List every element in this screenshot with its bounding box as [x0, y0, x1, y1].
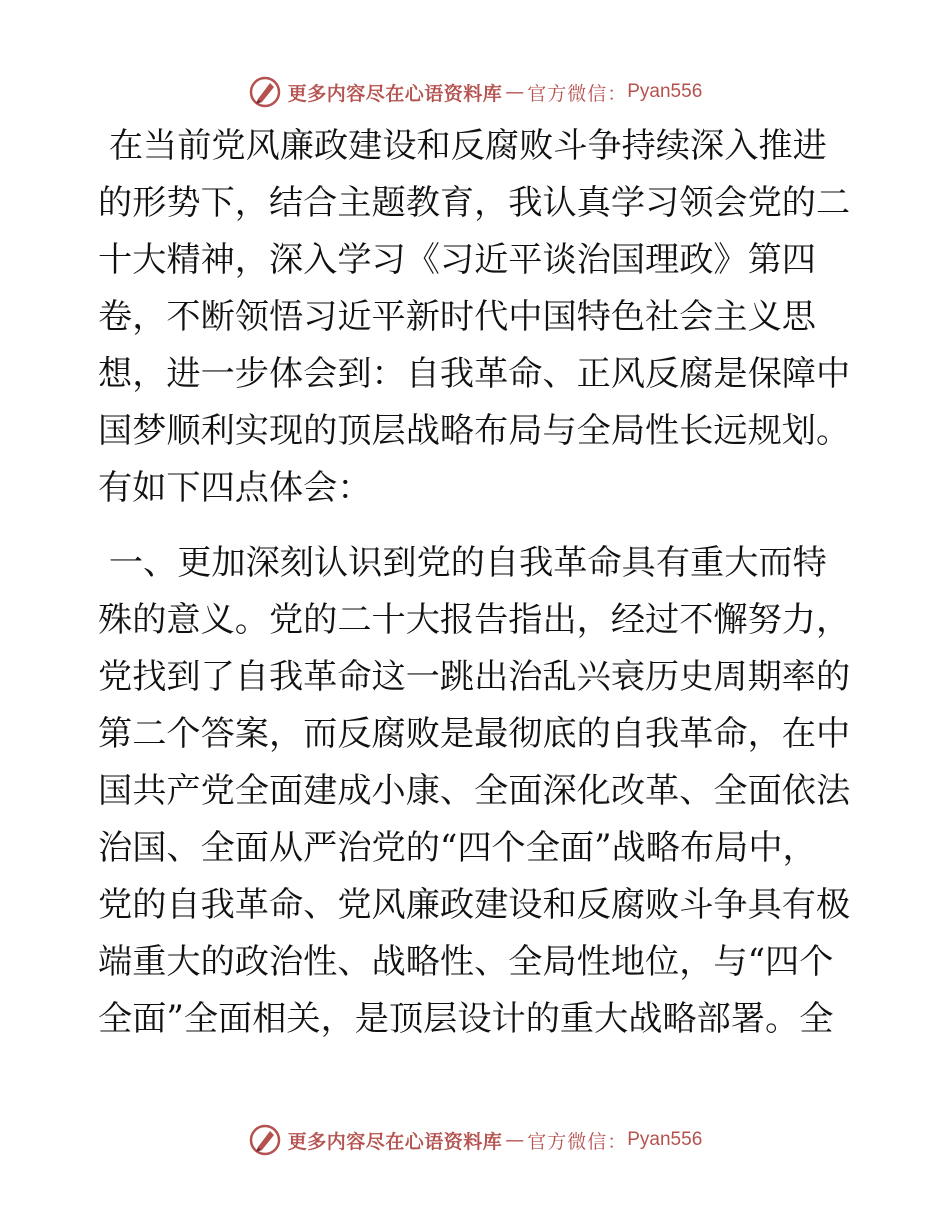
document-body: [98, 118, 858, 1048]
text-line: 第二个答案，而反腐败是最彻底的自我革命，在中: [98, 714, 851, 754]
text-line: 有如下四点体会：: [98, 468, 372, 508]
text-line: 殊的意义。党的二十大报告指出，经过不懈努力，: [98, 600, 851, 640]
paragraph-intro: [98, 118, 858, 517]
watermark-code: Pyan556: [627, 1129, 703, 1150]
pen-nib-logo-icon: [248, 1123, 282, 1157]
watermark-code: Pyan556: [627, 81, 703, 102]
footer-watermark: [0, 1120, 950, 1160]
text-line: 卷，不断领悟习近平新时代中国特色社会主义思: [98, 297, 816, 337]
header-watermark: [0, 72, 950, 112]
text-line: 国梦顺利实现的顶层战略布局与全局性长远规划。: [98, 411, 851, 451]
text-line: 治国、全面从严治党的“四个全面”战略布局中，: [98, 828, 817, 868]
text-line: 在当前党风廉政建设和反腐败斗争持续深入推进: [98, 126, 827, 166]
text-line: 党找到了自我革命这一跳出治乱兴衰历史周期率的: [98, 657, 851, 697]
text-line: 全面”全面相关，是顶层设计的重大战略部署。全: [98, 999, 834, 1039]
text-line: 的形势下，结合主题教育，我认真学习领会党的二: [98, 183, 851, 223]
watermark-label: 官方微信：: [527, 82, 628, 105]
text-line: 国共产党全面建成小康、全面深化改革、全面依法: [98, 771, 851, 811]
watermark-label: 官方微信：: [527, 1130, 628, 1153]
text-line: 党的自我革命、党风廉政建设和反腐败斗争具有极: [98, 885, 851, 925]
watermark-site: 更多内容尽在心语资料库: [287, 82, 503, 105]
text-line: 一、更加深刻认识到党的自我革命具有重大而特: [98, 543, 827, 583]
pen-nib-logo-icon: [248, 75, 282, 109]
text-line: 十大精神，深入学习《习近平谈治国理政》第四: [98, 240, 816, 280]
text-line: 想，进一步体会到：自我革命、正风反腐是保障中: [98, 354, 851, 394]
watermark-separator: —: [505, 81, 525, 103]
paragraph-point-one: [98, 535, 858, 1048]
watermark-separator: —: [505, 1129, 525, 1151]
text-line: 端重大的政治性、战略性、全局性地位，与“四个: [98, 942, 834, 982]
watermark-site: 更多内容尽在心语资料库: [287, 1130, 503, 1153]
